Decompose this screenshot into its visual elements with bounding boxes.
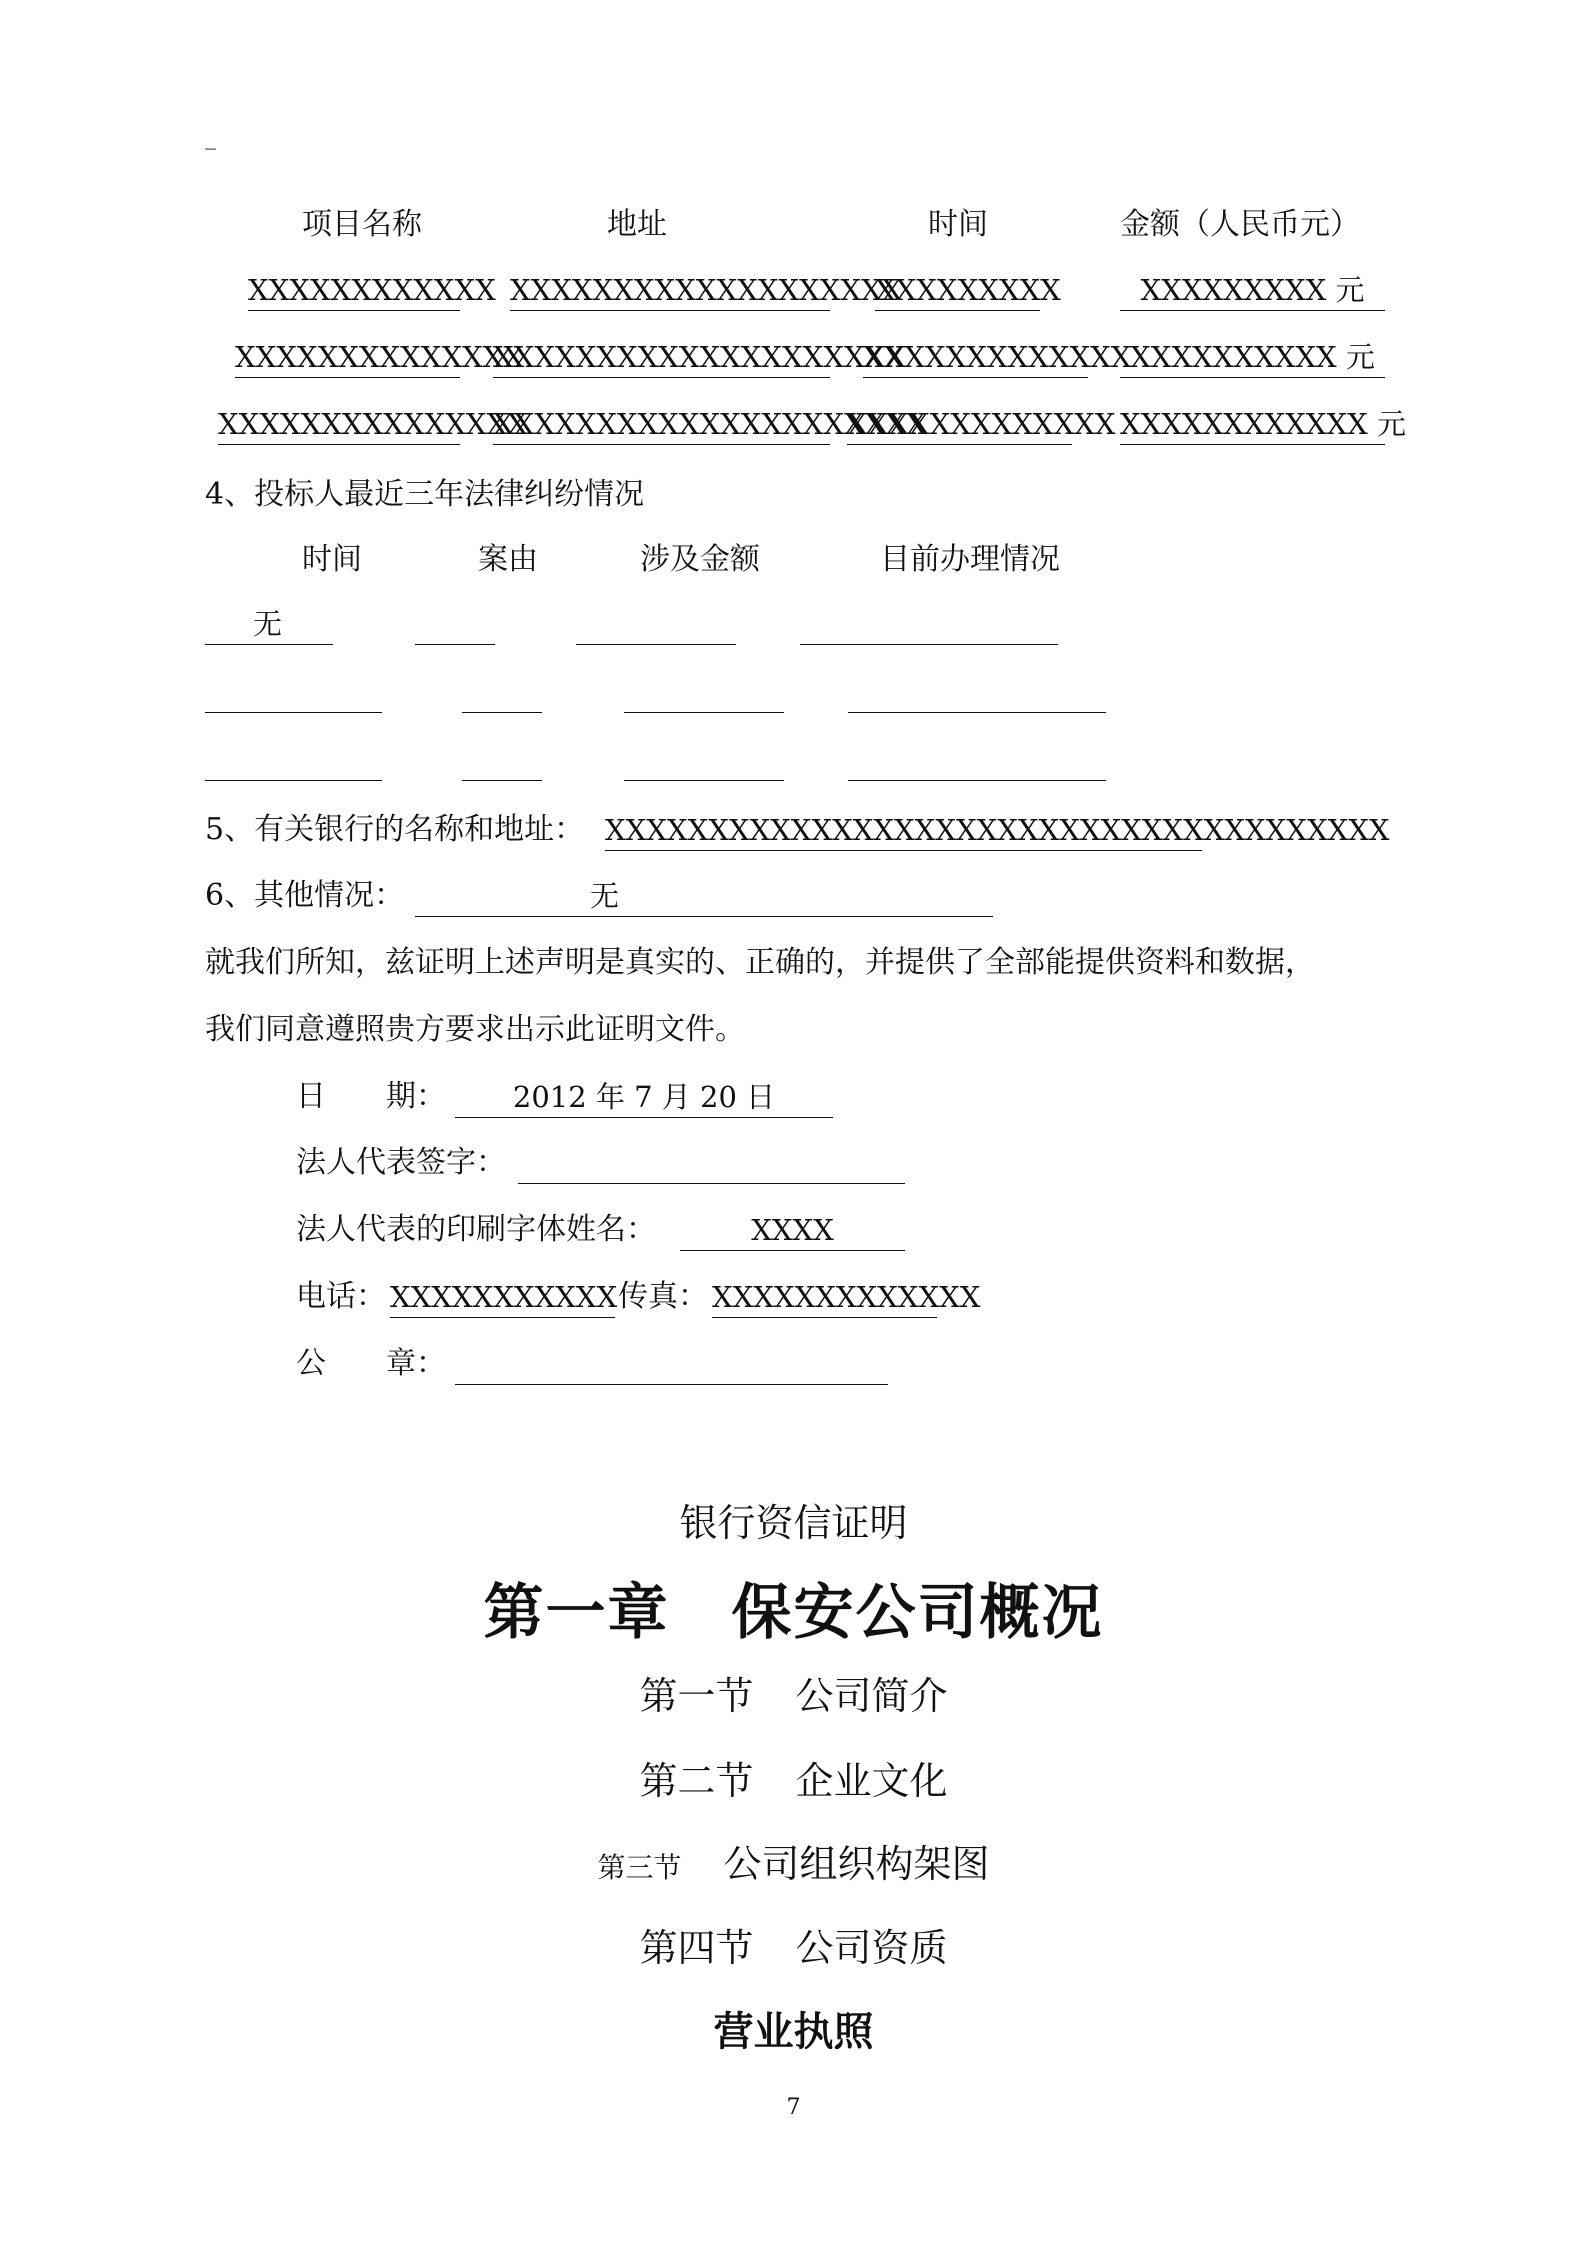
- top-mark: _: [205, 125, 216, 150]
- section-3-heading: [0, 1833, 1587, 1888]
- phone-label: 电话：: [296, 1279, 386, 1314]
- signature-line: [518, 1143, 905, 1184]
- section-2-label: 第二节: [639, 1759, 754, 1803]
- project-cell: XXXXXXXXXXXX: [248, 270, 460, 311]
- section-4-label: 第四节: [639, 1926, 754, 1970]
- litigation-cell: [848, 672, 1106, 713]
- business-license-heading: 营业执照: [713, 2008, 874, 2055]
- section-2-heading: [0, 1750, 1587, 1805]
- litigation-cell: [800, 604, 1058, 645]
- litigation-header-status: 目前办理情况: [880, 542, 1060, 577]
- page-number: 7: [786, 2095, 801, 2120]
- project-cell: XXXXXXXXXXXXXXXXXXXX: [493, 337, 830, 378]
- litigation-cell: [624, 740, 784, 781]
- litigation-cell: [576, 604, 736, 645]
- project-header-amount: 金额（人民币元）: [1120, 207, 1360, 242]
- project-cell: XXXXXXXXX: [875, 270, 1040, 311]
- project-cell: XXXXXXXXXXXXX: [847, 404, 1072, 445]
- project-cell: XXXXXXXXXX 元: [1120, 337, 1385, 378]
- date-label: 日 期：: [296, 1079, 446, 1114]
- chapter-title: 第一章 保安公司概况: [483, 1578, 1104, 1648]
- litigation-header-cause: 案由: [478, 542, 538, 577]
- seal-label: 公 章：: [296, 1346, 446, 1381]
- phone-value: XXXXXXXXXXX: [390, 1277, 615, 1318]
- fax-label: 传真：: [618, 1279, 708, 1314]
- section-2-title: 企业文化: [795, 1759, 948, 1803]
- section-3-label: 第三节: [597, 1851, 682, 1884]
- project-header-address: 地址: [607, 207, 667, 242]
- project-header-time: 时间: [928, 207, 988, 242]
- litigation-cell: [462, 740, 542, 781]
- litigation-cell: [624, 672, 784, 713]
- bank-credit-title: 银行资信证明: [679, 1501, 908, 1545]
- litigation-cell: [205, 740, 382, 781]
- project-header-name: 项目名称: [302, 207, 422, 242]
- section-3-title: 公司组织构架图: [723, 1842, 990, 1886]
- project-cell: XXXXXXXXX 元: [1120, 270, 1385, 311]
- fax-value: XXXXXXXXXXXXX: [712, 1277, 937, 1318]
- litigation-header-time: 时间: [302, 542, 362, 577]
- project-cell: XXXXXXXXXXXXXXX: [218, 404, 460, 445]
- printed-name-value: XXXX: [680, 1210, 905, 1251]
- section-1-label: 第一节: [639, 1674, 754, 1718]
- other-value: 无: [415, 876, 993, 917]
- statement-line-2: 我们同意遵照贵方要求出示此证明文件。: [205, 1012, 745, 1047]
- signature-label: 法人代表签字：: [296, 1145, 506, 1180]
- litigation-header-amount: 涉及金额: [640, 542, 760, 577]
- project-cell: XXXXXXXXXXXXX: [863, 337, 1088, 378]
- printed-name-label: 法人代表的印刷字体姓名：: [296, 1212, 656, 1247]
- other-label: 6、其他情况：: [205, 878, 405, 913]
- litigation-cell: [415, 604, 495, 645]
- litigation-cell: [462, 672, 542, 713]
- project-cell: XXXXXXXXXXXX 元: [1120, 404, 1385, 445]
- litigation-cell: 无: [205, 604, 333, 645]
- section-4-title: 公司资质: [795, 1926, 948, 1970]
- litigation-cell: [205, 672, 382, 713]
- project-cell: XXXXXXXXXXXXXXXXXXX: [510, 270, 830, 311]
- project-cell: XXXXXXXXXXXXXXXXXXXXX: [493, 404, 830, 445]
- statement-line-1: 就我们所知，兹证明上述声明是真实的、正确的，并提供了全部能提供资料和数据，: [205, 945, 1315, 980]
- project-cell: XXXXXXXXXXXXXX: [235, 337, 460, 378]
- bank-value: XXXXXXXXXXXXXXXXXXXXXXXXXXXXXXXXXXXXXX: [605, 810, 1202, 851]
- section-1-heading: [0, 1665, 1587, 1720]
- litigation-heading: 4、投标人最近三年法律纠纷情况: [205, 477, 645, 512]
- section-1-title: 公司简介: [795, 1674, 948, 1718]
- date-value: 2012 年 7 月 20 日: [455, 1077, 833, 1118]
- litigation-cell: [848, 740, 1106, 781]
- bank-label: 5、有关银行的名称和地址：: [205, 812, 585, 847]
- section-4-heading: [0, 1917, 1587, 1972]
- seal-line: [455, 1344, 888, 1385]
